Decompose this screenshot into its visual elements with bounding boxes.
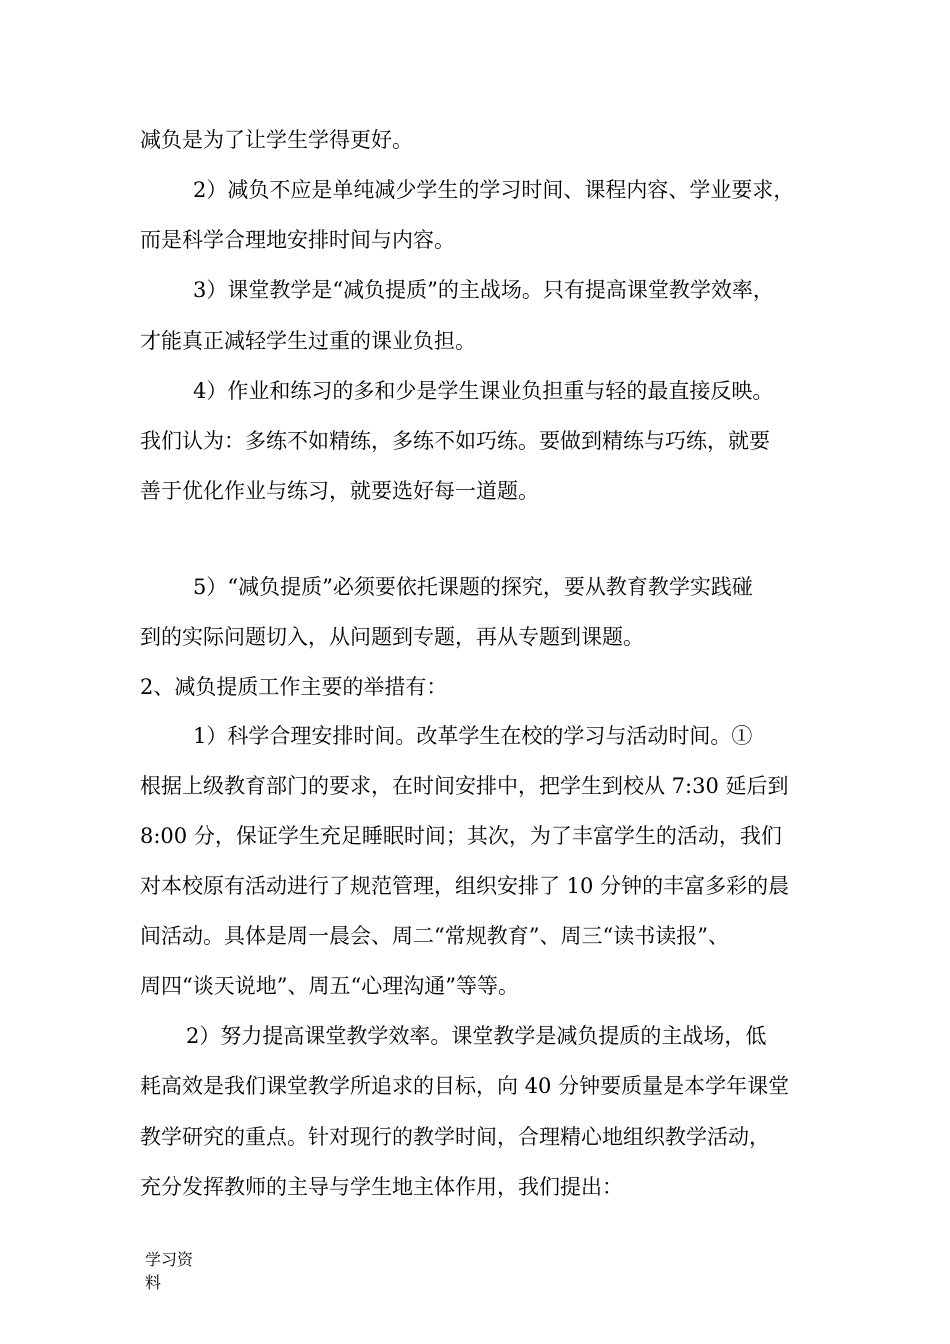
text-line: 到的实际问题切入，从问题到专题，再从专题到课题。	[140, 625, 644, 649]
text-line: 充分发挥教师的主导与学生地主体作用，我们提出：	[140, 1175, 623, 1199]
text-line: 1）科学合理安排时间。改革学生在校的学习与活动时间。①	[193, 724, 753, 748]
text-line: 才能真正减轻学生过重的课业负担。	[140, 329, 476, 353]
text-line: 间活动。具体是周一晨会、周二“常规教育”、周三“读书读报”、	[140, 924, 729, 948]
text-line: 3）课堂教学是“减负提质”的主战场。只有提高课堂教学效率，	[193, 278, 774, 302]
text-line: 2）减负不应是单纯减少学生的学习时间、课程内容、学业要求，	[193, 178, 795, 202]
text-line: 教学研究的重点。针对现行的教学时间，合理精心地组织教学活动，	[140, 1125, 770, 1149]
text-line: 而是科学合理地安排时间与内容。	[140, 228, 455, 252]
text-line: 善于优化作业与练习，就要选好每一道题。	[140, 479, 539, 503]
text-line: 周四“谈天说地”、周五“心理沟通”等等。	[140, 974, 519, 998]
footer-label: 料	[145, 1273, 162, 1292]
text-line: 耗高效是我们课堂教学所追求的目标，向 40 分钟要质量是本学年课堂	[140, 1074, 790, 1098]
section-heading: 2、减负提质工作主要的举措有：	[140, 675, 448, 699]
text-line: 我们认为：多练不如精练，多练不如巧练。要做到精练与巧练，就要	[140, 429, 770, 453]
text-line: 减负是为了让学生学得更好。	[140, 128, 413, 152]
text-line: 5）“减负提质”必须要依托课题的探究，要从教育教学实践碰	[193, 575, 753, 599]
text-line: 8:00 分，保证学生充足睡眠时间；其次，为了丰富学生的活动，我们	[140, 824, 782, 848]
text-line: 根据上级教育部门的要求，在时间安排中，把学生到校从 7:30 延后到	[140, 774, 789, 798]
footer-label: 学习资	[145, 1250, 194, 1269]
text-line: 对本校原有活动进行了规范管理，组织安排了 10 分钟的丰富多彩的晨	[140, 874, 790, 898]
text-line: 4）作业和练习的多和少是学生课业负担重与轻的最直接反映。	[193, 379, 774, 403]
text-line: 2）努力提高课堂教学效率。课堂教学是减负提质的主战场，低	[186, 1024, 767, 1048]
